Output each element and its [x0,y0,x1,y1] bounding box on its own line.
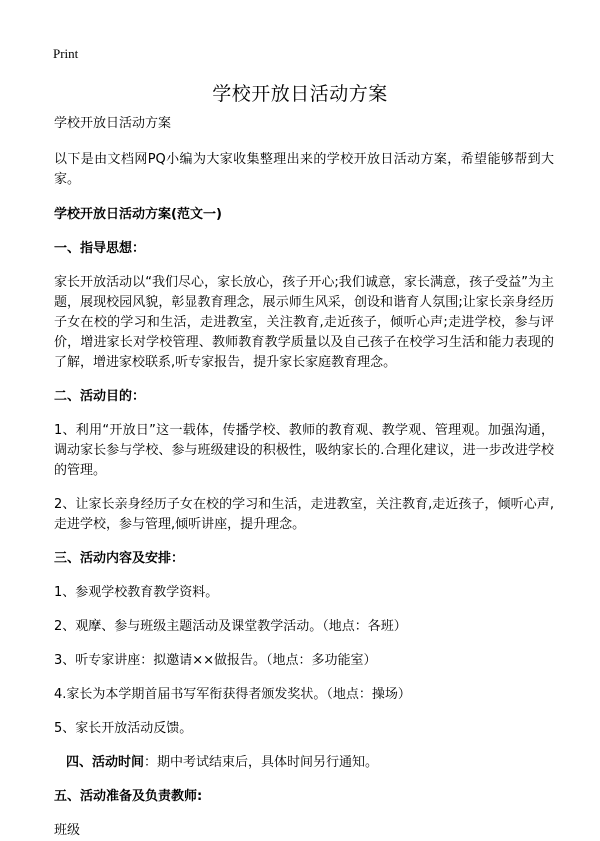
section3-heading: 三、活动内容及安排： [54,551,185,566]
section5-heading: 五、活动准备及负责教师: [54,789,203,804]
section3-item-4: 4.家长为本学期首届书写军衔获得者颁发奖状。（地点：操场） [54,687,411,702]
document-body [54,114,554,841]
section4-label: 四、活动时间 [66,755,145,770]
section1-heading: 一、指导思想： [54,241,146,256]
intro-paragraph: 以下是由文档网PQ小编为大家收集整理出来的学校开放日活动方案，希望能够帮到大家。 [54,152,554,187]
section3-item-1: 1、参观学校教育教学资料。 [54,585,219,600]
section3-item-5: 5、家长开放活动反馈。 [54,721,193,736]
section3-item-3: 3、听专家讲座：拟邀请××做报告。（地点：多功能室） [54,653,377,668]
document-subtitle: 学校开放日活动方案 [54,116,172,131]
section4-text: ：期中考试结束后，具体时间另行通知。 [144,755,379,770]
section2-heading: 二、活动目的： [54,389,146,404]
document-title: 学校开放日活动方案 [212,83,388,105]
section2-item-1: 1、利用“开放日”这一载体，传播学校、教师的教育观、教学观、管理观。加强沟通，调动家长参与学校、参与班级建设的积极性，吸纳家长的.合理化建议，进一步改进学校的管理。 [54,423,554,478]
print-link[interactable]: Print [53,46,79,61]
sample-heading: 学校开放日活动方案(范文一) [54,207,222,222]
section2-item-2: 2、让家长亲身经历子女在校的学习和生活，走进教室，关注教育,走近孩子，倾听心声,走进学校，参与管理,倾听讲座，提升理念。 [54,497,554,532]
section3-item-2: 2、观摩、参与班级主题活动及课堂教学活动。（地点：各班） [54,619,407,634]
section4-line [54,753,554,773]
trailing-text: 班级 [54,823,81,838]
section1-body: 家长开放活动以“我们尽心，家长放心，孩子开心;我们诚意，家长满意，孩子受益”为主题，展现校园风貌，彰显教育理念，展示师生风采，创设和谐育人氛围;让家长亲身经历子女在校的学习和生活，走进教室，关注教育,走近孩子，倾听心声;走进学校，参与评价，增进家长对学校管理、教师教育教学质量以及自己孩子在校学习生活和能力表现的了解，增进家校联系,听专家报告，提升家长家庭教育理念。 [54,275,554,370]
